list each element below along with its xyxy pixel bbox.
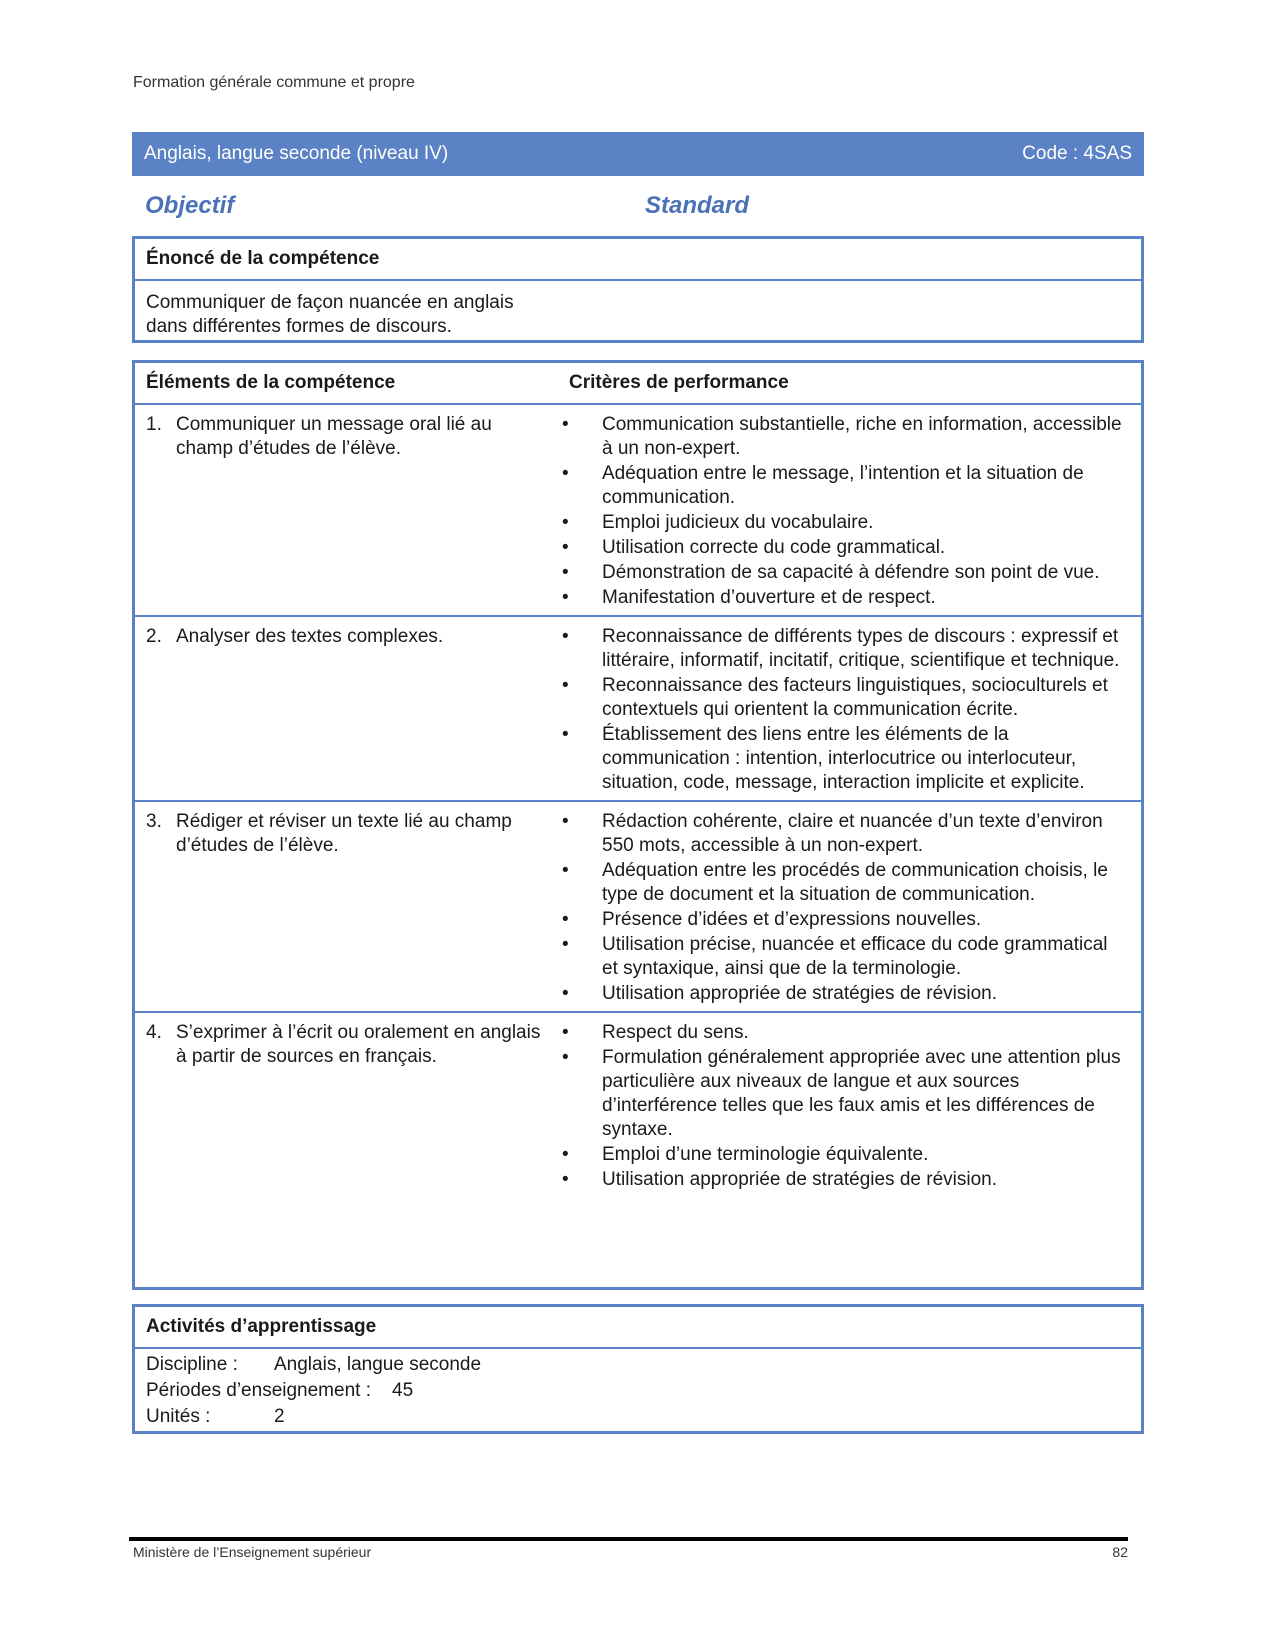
element-number: 2. — [146, 626, 162, 647]
bullet-icon: • — [562, 983, 569, 1004]
units-value: 2 — [274, 1406, 285, 1427]
competence-table — [132, 360, 1144, 1290]
bullet-icon: • — [562, 1144, 569, 1165]
bullet-icon: • — [562, 587, 569, 608]
discipline-value: Anglais, langue seconde — [274, 1354, 482, 1375]
criteria-list — [558, 413, 1123, 611]
units-line — [146, 1404, 1141, 1430]
bullet-icon: • — [562, 860, 569, 881]
competence-table-header — [135, 363, 1141, 405]
criterion-text: Utilisation appropriée de stratégies de révision. — [602, 983, 997, 1004]
periods-line — [146, 1378, 1141, 1404]
bullet-icon: • — [562, 562, 569, 583]
criterion-text: Rédaction cohérente, claire et nuancée d’un texte d’environ 550 mots, accessible à un non-expert. — [602, 811, 1103, 856]
competence-element — [135, 810, 558, 1007]
criterion-text: Utilisation correcte du code grammatical. — [602, 537, 946, 558]
bullet-icon: • — [562, 1169, 569, 1190]
statement-heading: Énoncé de la compétence — [135, 239, 1141, 281]
competence-rows — [135, 405, 1141, 1197]
list-item — [558, 859, 1123, 907]
list-item — [558, 908, 1123, 932]
table-row — [135, 1013, 1141, 1197]
list-item — [558, 625, 1123, 673]
discipline-label: Discipline : — [146, 1354, 238, 1375]
element-text: Communiquer un message oral lié au champ d’études de l’élève. — [176, 414, 492, 459]
table-row — [135, 617, 1141, 802]
bullet-icon: • — [562, 909, 569, 930]
list-item — [558, 982, 1123, 1006]
list-item — [558, 1143, 1123, 1167]
units-label: Unités : — [146, 1406, 211, 1427]
criterion-text: Adéquation entre les procédés de communication choisis, le type de document et la situation de communication. — [602, 860, 1108, 905]
discipline-line — [146, 1352, 1141, 1378]
bullet-icon: • — [562, 414, 569, 435]
standard-heading: Standard — [645, 192, 750, 219]
list-item — [558, 810, 1123, 858]
page-number: 82 — [1112, 1544, 1128, 1560]
criteria-list — [558, 810, 1123, 1007]
list-item — [558, 511, 1123, 535]
criterion-text: Emploi d’une terminologie équivalente. — [602, 1144, 929, 1165]
list-item — [558, 462, 1123, 510]
element-number: 1. — [146, 414, 162, 435]
criterion-text: Emploi judicieux du vocabulaire. — [602, 512, 874, 533]
bullet-icon: • — [562, 626, 569, 647]
col-criteria-header: Critères de performance — [569, 372, 789, 393]
course-title: Anglais, langue seconde (niveau IV) — [144, 143, 449, 164]
element-number: 3. — [146, 811, 162, 832]
list-item — [558, 723, 1123, 795]
competence-element — [135, 1021, 558, 1193]
list-item — [558, 413, 1123, 461]
criterion-text: Adéquation entre le message, l’intention et la situation de communication. — [602, 463, 1084, 508]
criteria-list — [558, 625, 1123, 796]
criterion-text: Utilisation précise, nuancée et efficace du code grammatical et syntaxique, ainsi que de la terminologie. — [602, 934, 1108, 979]
periods-label: Périodes d’enseignement : — [146, 1380, 371, 1401]
competence-statement-box — [132, 236, 1144, 343]
element-number: 4. — [146, 1022, 162, 1043]
list-item — [558, 586, 1123, 610]
activities-body — [135, 1349, 1141, 1430]
list-item — [558, 1021, 1123, 1045]
criterion-text: Présence d’idées et d’expressions nouvelles. — [602, 909, 982, 930]
table-row — [135, 405, 1141, 617]
page-footer — [133, 1544, 1128, 1560]
competence-element — [135, 625, 558, 796]
activities-heading: Activités d’apprentissage — [135, 1307, 1141, 1349]
bullet-icon: • — [562, 1047, 569, 1068]
statement-text: Communiquer de façon nuancée en anglais dans différentes formes de discours. — [146, 292, 514, 337]
course-code: Code : 4SAS — [1022, 143, 1132, 164]
criterion-text: Formulation généralement appropriée avec une attention plus particulière aux niveaux de langue et aux sources d’interférence telles que les faux amis et les différences de syntaxe. — [602, 1047, 1121, 1140]
bullet-icon: • — [562, 675, 569, 696]
list-item — [558, 674, 1123, 722]
section-headings — [145, 192, 765, 220]
list-item — [558, 561, 1123, 585]
criterion-text: Établissement des liens entre les éléments de la communication : intention, interlocutrice ou interlocuteur, situation, code, message, interaction implicite et explicite. — [602, 724, 1085, 793]
criterion-text: Manifestation d’ouverture et de respect. — [602, 587, 936, 608]
criterion-text: Respect du sens. — [602, 1022, 749, 1043]
criterion-text: Démonstration de sa capacité à défendre son point de vue. — [602, 562, 1100, 583]
objectif-heading: Objectif — [145, 192, 235, 219]
bullet-icon: • — [562, 1022, 569, 1043]
activities-box — [132, 1304, 1144, 1434]
bullet-icon: • — [562, 512, 569, 533]
bullet-icon: • — [562, 934, 569, 955]
footer-rule — [129, 1537, 1128, 1541]
bullet-icon: • — [562, 811, 569, 832]
course-title-bar — [132, 132, 1144, 176]
table-row — [135, 802, 1141, 1013]
element-text: S’exprimer à l’écrit ou oralement en anglais à partir de sources en français. — [176, 1022, 541, 1067]
bullet-icon: • — [562, 724, 569, 745]
competence-element — [135, 413, 558, 611]
element-text: Analyser des textes complexes. — [176, 626, 444, 647]
criteria-list — [558, 1021, 1123, 1193]
list-item — [558, 1168, 1123, 1192]
page-header: Formation générale commune et propre — [133, 74, 415, 91]
criterion-text: Reconnaissance de différents types de discours : expressif et littéraire, informatif, incitatif, critique, scientifique et technique. — [602, 626, 1120, 671]
bullet-icon: • — [562, 463, 569, 484]
bullet-icon: • — [562, 537, 569, 558]
col-elements-header: Éléments de la compétence — [146, 372, 396, 393]
criterion-text: Communication substantielle, riche en information, accessible à un non-expert. — [602, 414, 1122, 459]
criterion-text: Utilisation appropriée de stratégies de révision. — [602, 1169, 997, 1190]
periods-value: 45 — [392, 1380, 414, 1401]
list-item — [558, 1046, 1123, 1142]
footer-ministry: Ministère de l’Enseignement supérieur — [133, 1544, 372, 1560]
element-text: Rédiger et réviser un texte lié au champ d’études de l’élève. — [176, 811, 512, 856]
list-item — [558, 536, 1123, 560]
list-item — [558, 933, 1123, 981]
criterion-text: Reconnaissance des facteurs linguistiques, socioculturels et contextuels qui orientent la communication écrite. — [602, 675, 1108, 720]
